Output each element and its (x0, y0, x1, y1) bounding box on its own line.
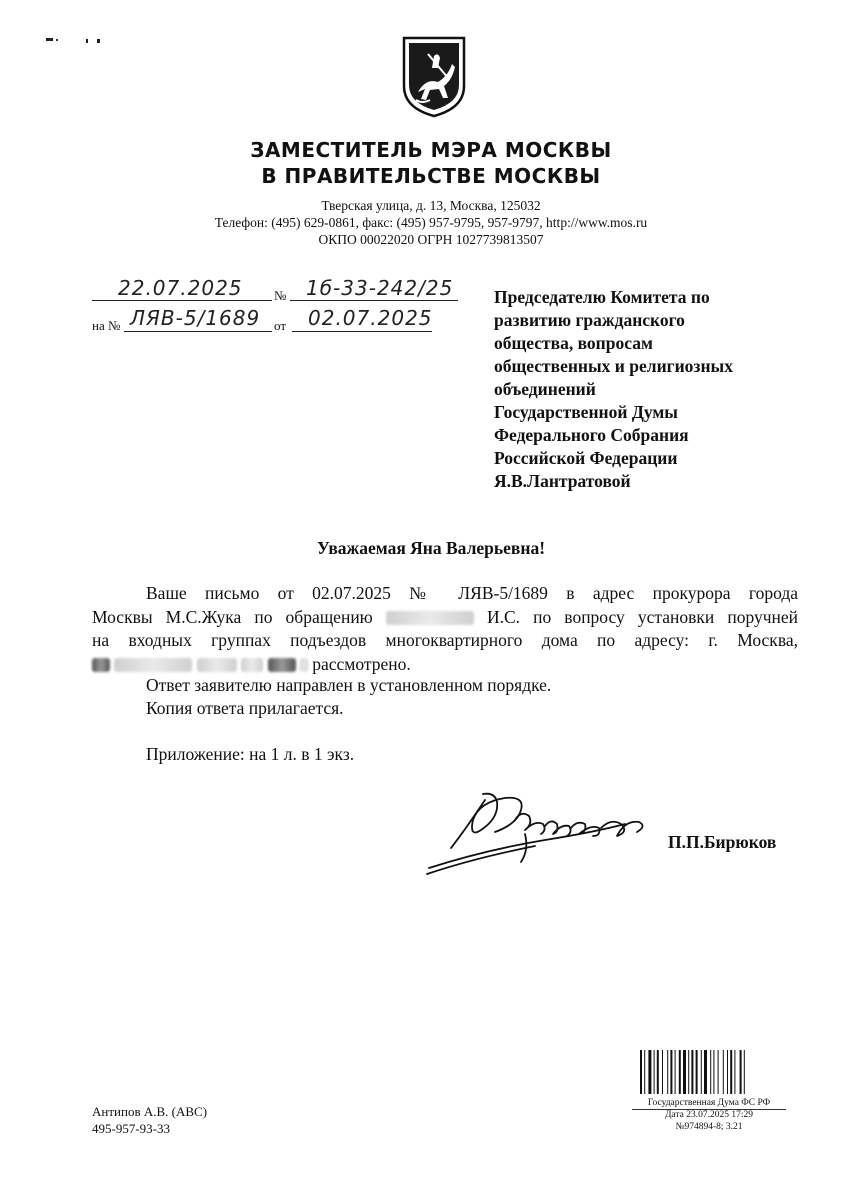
stamp-date: Дата 23.07.2025 17:29 (664, 1110, 754, 1120)
ref-number-line (124, 331, 272, 332)
redacted-address (197, 658, 237, 672)
addressee-line: Российской Федерации (494, 448, 678, 468)
barcode-icon (638, 1050, 788, 1094)
header-title-line1: ЗАМЕСТИТЕЛЬ МЭРА МОСКВЫ (250, 138, 612, 162)
reg-number: 1б-33-242/25 (306, 276, 454, 300)
executor-phone: 495-957-93-33 (92, 1121, 170, 1136)
copy-line: Копия ответа прилагается. (146, 698, 344, 718)
redacted-address (92, 658, 110, 672)
ref-date: 02.07.2025 (308, 306, 433, 330)
body-line-3: на входных группах подъездов многоквартирного дома по адресу: г. Москва, (92, 630, 798, 650)
addressee-line: Я.В.Лантратовой (494, 471, 631, 491)
reg-number-line (290, 300, 458, 301)
redacted-address (241, 658, 263, 672)
header-title-line2: В ПРАВИТЕЛЬСТВЕ МОСКВЫ (261, 164, 601, 188)
header-address: Тверская улица, д. 13, Москва, 125032 (321, 198, 541, 213)
reg-number-label: № (274, 288, 287, 303)
stamp-number: №974894-8; 3.21 (675, 1122, 743, 1132)
addressee-line: общественных и религиозных (494, 356, 733, 376)
addressee-line: общества, вопросам (494, 333, 653, 353)
ref-number-label: на № (92, 318, 121, 333)
addressee-line: Государственной Думы (494, 402, 678, 422)
answer-line: Ответ заявителю направлен в установленном порядке. (146, 675, 552, 695)
body-line-2b: И.С. по вопросу установки поручней (486, 606, 799, 627)
reg-date-line (92, 300, 272, 301)
ref-number: ЛЯВ-5/1689 (130, 306, 261, 330)
moscow-coat-of-arms-icon (398, 34, 470, 118)
addressee-line: Председателю Комитета по (494, 287, 710, 307)
body-line-2a: Москвы М.С.Жука по обращению (92, 606, 373, 627)
ref-date-line (292, 331, 432, 332)
header-contacts: Телефон: (495) 629-0861, факс: (495) 957-9795, 957-9797, http://www.mos.ru (214, 215, 648, 230)
addressee-line: Федерального Собрания (494, 425, 689, 445)
ref-date-label: от (274, 318, 287, 333)
body-paragraph (92, 582, 798, 676)
redacted-address (114, 658, 192, 672)
body-line-4-text: рассмотрено. (312, 653, 411, 674)
executor-name: Антипов А.В. (АВС) (92, 1104, 208, 1119)
body-line-4 (92, 653, 798, 677)
handwritten-signature (425, 790, 657, 876)
reg-date: 22.07.2025 (118, 276, 243, 300)
body-line-2 (92, 606, 798, 630)
redacted-address (268, 658, 296, 672)
body-line-1: Ваше письмо от 02.07.2025 № ЛЯВ-5/1689 в адрес прокурора города (146, 583, 798, 603)
addressee-line: объединений (494, 379, 596, 399)
greeting: Уважаемая Яна Валерьевна! (316, 538, 546, 558)
scan-specks (46, 36, 106, 46)
header-codes: ОКПО 00022020 ОГРН 1027739813507 (318, 232, 544, 247)
registration-stamp (628, 1050, 790, 1138)
signer-name: П.П.Бирюков (668, 832, 777, 852)
addressee-line: развитию гражданского (494, 310, 685, 330)
stamp-org: Государственная Дума ФС РФ (647, 1098, 771, 1108)
redacted-surname (386, 611, 474, 625)
redacted-address (300, 658, 308, 672)
addressee-block (494, 286, 794, 493)
attachment-line: Приложение: на 1 л. в 1 экз. (146, 744, 355, 764)
